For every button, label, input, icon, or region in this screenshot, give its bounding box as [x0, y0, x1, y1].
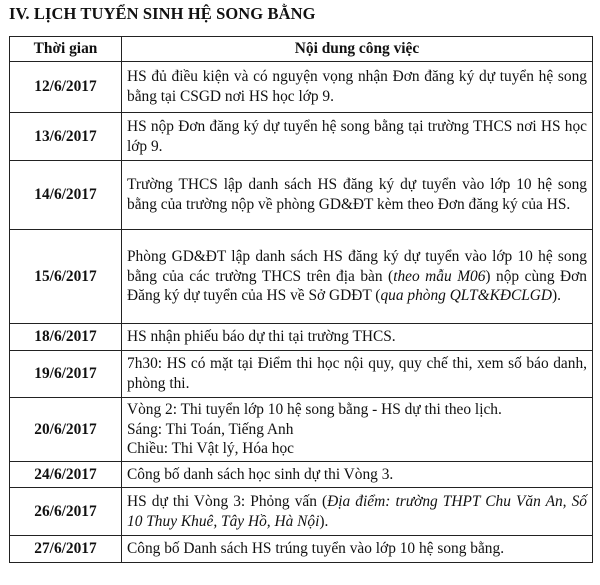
- row-task: HS nộp Đơn đăng ký dự tuyển hệ song bằng tại trường THCS nơi HS học lớp 9.: [122, 113, 593, 161]
- table-row: [10, 62, 593, 113]
- row-task: Công bố Danh sách HS trúng tuyển vào lớp 10 hệ song bằng.: [122, 536, 593, 563]
- row-date: 18/6/2017: [10, 324, 122, 351]
- row-date: 26/6/2017: [10, 488, 122, 536]
- row-task: 7h30: HS có mặt tại Điểm thi học nội quy, quy chế thi, xem số báo danh, phòng thi.: [122, 351, 593, 398]
- table-row: [10, 398, 593, 462]
- task-text: HS dự thi Vòng 3: Phỏng vấn (: [127, 492, 328, 510]
- column-header-date: Thời gian: [10, 37, 122, 62]
- table-row: [10, 230, 593, 324]
- row-date: 14/6/2017: [10, 161, 122, 230]
- row-task: [122, 230, 593, 324]
- table-row: [10, 488, 593, 536]
- task-line: Vòng 2: Thi tuyển lớp 10 hệ song bằng - HS dự thi theo lịch.: [127, 400, 502, 418]
- row-date: 24/6/2017: [10, 462, 122, 488]
- task-text: ).: [552, 287, 562, 305]
- task-text-italic: Địa điểm: trường THPT Chu Văn An, Số 10 Thuy Khuê, Tây Hồ, Hà Nội: [127, 492, 587, 530]
- table-row: [10, 462, 593, 488]
- table-row: [10, 351, 593, 398]
- table-row: [10, 536, 593, 563]
- table-header-row: [10, 37, 593, 62]
- table-row: [10, 161, 593, 230]
- row-date: 27/6/2017: [10, 536, 122, 563]
- task-text: Phòng GD&ĐT lập danh sách HS đăng ký dự tuyển vào lớp 10 hệ song bằng của các trường THCS trên địa bàn (: [127, 247, 587, 285]
- row-date: 20/6/2017: [10, 398, 122, 462]
- row-date: 19/6/2017: [10, 351, 122, 398]
- task-text: ).: [319, 512, 329, 530]
- row-date: 15/6/2017: [10, 230, 122, 324]
- table-row: [10, 324, 593, 351]
- row-task: Trường THCS lập danh sách HS đăng ký dự tuyển vào lớp 10 hệ song bằng của trường nộp về phòng GD&ĐT kèm theo Đơn đăng ký của HS.: [122, 161, 593, 230]
- task-line: Sáng: Thi Toán, Tiếng Anh: [127, 420, 294, 438]
- admission-schedule-table: [9, 36, 593, 563]
- task-text-italic: qua phòng QLT&KĐCLGD: [380, 287, 553, 305]
- table-row: [10, 113, 593, 161]
- task-line: Chiều: Thi Vật lý, Hóa học: [127, 440, 294, 458]
- task-text-italic: theo mẫu M06: [393, 267, 486, 285]
- row-task: HS nhận phiếu báo dự thi tại trường THCS.: [122, 324, 593, 351]
- row-task: HS đủ điều kiện và có nguyện vọng nhận Đơn đăng ký dự tuyển hệ song bằng tại CSGD nơi HS học lớp 9.: [122, 62, 593, 113]
- column-header-task: Nội dung công việc: [122, 37, 593, 62]
- row-date: 13/6/2017: [10, 113, 122, 161]
- row-task: [122, 398, 593, 462]
- section-heading: IV. LỊCH TUYỂN SINH HỆ SONG BẰNG: [9, 4, 316, 23]
- row-task: [122, 488, 593, 536]
- task-text: ) nộp cùng Đơn Đăng ký dự tuyển của HS về Sở GDĐT (: [127, 267, 587, 305]
- row-date: 12/6/2017: [10, 62, 122, 113]
- row-task: Công bố danh sách học sinh dự thi Vòng 3.: [122, 462, 593, 488]
